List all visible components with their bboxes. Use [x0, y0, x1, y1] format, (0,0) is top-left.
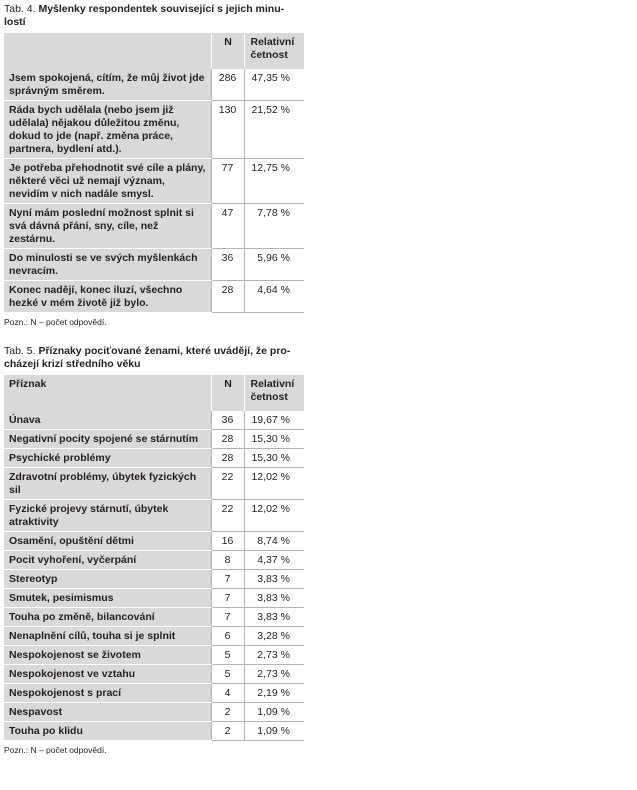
table-row — [4, 608, 304, 627]
table-row — [4, 665, 304, 684]
row-count: 8 — [211, 551, 244, 570]
row-text: Negativní pocity spojené se stárnutím — [4, 430, 211, 449]
row-text: Do minulosti se ve svých myšlenkách nevracím. — [4, 249, 211, 281]
row-count: 2 — [211, 703, 244, 722]
row-text: Smutek, pesimismus — [4, 589, 211, 608]
row-text: Nespokojenost se životem — [4, 646, 211, 665]
table4-header-n: N — [211, 33, 244, 69]
table4-title-line1: Myšlenky respondentek související s jejich minu- — [38, 3, 285, 15]
row-count: 5 — [211, 665, 244, 684]
table-row — [4, 281, 304, 313]
table-row — [4, 159, 304, 204]
table-row — [4, 551, 304, 570]
table-row — [4, 722, 304, 741]
table5-header-rel: Relativní četnost — [244, 375, 304, 411]
table5 — [4, 375, 305, 741]
table5-title-line1: Příznaky pociťované ženami, které uvádějí, že pro- — [38, 345, 291, 357]
table-row — [4, 646, 304, 665]
row-text: Nenaplnění cílů, touha si je splnit — [4, 627, 211, 646]
row-relative-frequency: 8,74 % — [244, 532, 304, 551]
row-count: 77 — [211, 159, 244, 204]
row-count: 28 — [211, 430, 244, 449]
row-text: Nespokojenost s prací — [4, 684, 211, 703]
table-row — [4, 430, 304, 449]
row-text: Nyní mám poslední možnost splnit si svá dávná přání, sny, cíle, než zestárnu. — [4, 204, 211, 249]
document-page — [4, 0, 304, 756]
row-text: Únava — [4, 411, 211, 430]
row-relative-frequency: 3,83 % — [244, 608, 304, 627]
table4-note: Pozn.: N – počet odpovědí. — [4, 317, 107, 327]
table-row — [4, 570, 304, 589]
row-relative-frequency: 3,83 % — [244, 589, 304, 608]
row-count: 4 — [211, 684, 244, 703]
row-count: 47 — [211, 204, 244, 249]
row-relative-frequency: 2,73 % — [244, 646, 304, 665]
table5-header-item: Příznak — [4, 375, 211, 411]
table4 — [4, 33, 305, 313]
row-relative-frequency: 7,78 % — [244, 204, 304, 249]
table5-caption — [4, 345, 304, 371]
table4-header-row — [4, 33, 304, 69]
row-count: 36 — [211, 249, 244, 281]
table-row — [4, 627, 304, 646]
table5-header-row — [4, 375, 304, 411]
row-count: 286 — [211, 69, 244, 101]
row-relative-frequency: 4,37 % — [244, 551, 304, 570]
table-row — [4, 449, 304, 468]
row-count: 7 — [211, 589, 244, 608]
table4-caption — [4, 3, 304, 29]
row-text: Fyzické projevy stárnutí, úbytek atraktivity — [4, 500, 211, 532]
row-relative-frequency: 1,09 % — [244, 722, 304, 741]
table-row — [4, 589, 304, 608]
row-relative-frequency: 12,02 % — [244, 468, 304, 500]
row-text: Konec nadějí, konec iluzí, všechno hezké v mém životě již bylo. — [4, 281, 211, 313]
row-count: 7 — [211, 570, 244, 589]
table-row — [4, 204, 304, 249]
row-relative-frequency: 5,96 % — [244, 249, 304, 281]
table-row — [4, 532, 304, 551]
row-count: 6 — [211, 627, 244, 646]
table4-header-rel: Relativní četnost — [244, 33, 304, 69]
row-text: Ráda bych udělala (nebo jsem již udělala) nějakou důležitou změnu, dokud to jde (např. změna práce, partnera, bydlení atd.). — [4, 101, 211, 159]
row-count: 22 — [211, 468, 244, 500]
row-relative-frequency: 15,30 % — [244, 430, 304, 449]
table-row — [4, 684, 304, 703]
row-relative-frequency: 12,02 % — [244, 500, 304, 532]
row-count: 28 — [211, 449, 244, 468]
row-text: Nespokojenost ve vztahu — [4, 665, 211, 684]
row-count: 28 — [211, 281, 244, 313]
row-relative-frequency: 47,35 % — [244, 69, 304, 101]
row-count: 7 — [211, 608, 244, 627]
row-text: Jsem spokojená, cítím, že můj život jde správným směrem. — [4, 69, 211, 101]
table-row — [4, 500, 304, 532]
table4-label: Tab. 4. — [4, 3, 36, 15]
table4-header-item — [4, 33, 211, 69]
table5-label: Tab. 5. — [4, 345, 36, 357]
row-text: Osamění, opuštění dětmi — [4, 532, 211, 551]
row-relative-frequency: 2,19 % — [244, 684, 304, 703]
row-relative-frequency: 4,64 % — [244, 281, 304, 313]
row-count: 36 — [211, 411, 244, 430]
table-row — [4, 468, 304, 500]
row-relative-frequency: 21,52 % — [244, 101, 304, 159]
row-relative-frequency: 3,28 % — [244, 627, 304, 646]
table5-header-n: N — [211, 375, 244, 411]
row-text: Psychické problémy — [4, 449, 211, 468]
row-text: Pocit vyhoření, vyčerpání — [4, 551, 211, 570]
row-relative-frequency: 15,30 % — [244, 449, 304, 468]
row-relative-frequency: 3,83 % — [244, 570, 304, 589]
row-relative-frequency: 19,67 % — [244, 411, 304, 430]
table5-title-line2: cházejí krizí středního věku — [4, 358, 141, 370]
table4-title-line2: lostí — [4, 16, 26, 28]
table5-note: Pozn.: N – počet odpovědí. — [4, 745, 107, 755]
row-relative-frequency: 2,73 % — [244, 665, 304, 684]
row-count: 22 — [211, 500, 244, 532]
row-text: Nespavost — [4, 703, 211, 722]
row-text: Zdravotní problémy, úbytek fyzických sil — [4, 468, 211, 500]
row-relative-frequency: 1,09 % — [244, 703, 304, 722]
table-row — [4, 411, 304, 430]
table-row — [4, 101, 304, 159]
row-text: Je potřeba přehodnotit své cíle a plány, některé věci už nemají význam, nevidím v nich nadále smysl. — [4, 159, 211, 204]
row-text: Touha po klidu — [4, 722, 211, 741]
table-row — [4, 703, 304, 722]
row-count: 130 — [211, 101, 244, 159]
row-count: 5 — [211, 646, 244, 665]
row-count: 2 — [211, 722, 244, 741]
row-text: Touha po změně, bilancování — [4, 608, 211, 627]
table-row — [4, 249, 304, 281]
table-row — [4, 69, 304, 101]
row-text: Stereotyp — [4, 570, 211, 589]
row-count: 16 — [211, 532, 244, 551]
row-relative-frequency: 12,75 % — [244, 159, 304, 204]
